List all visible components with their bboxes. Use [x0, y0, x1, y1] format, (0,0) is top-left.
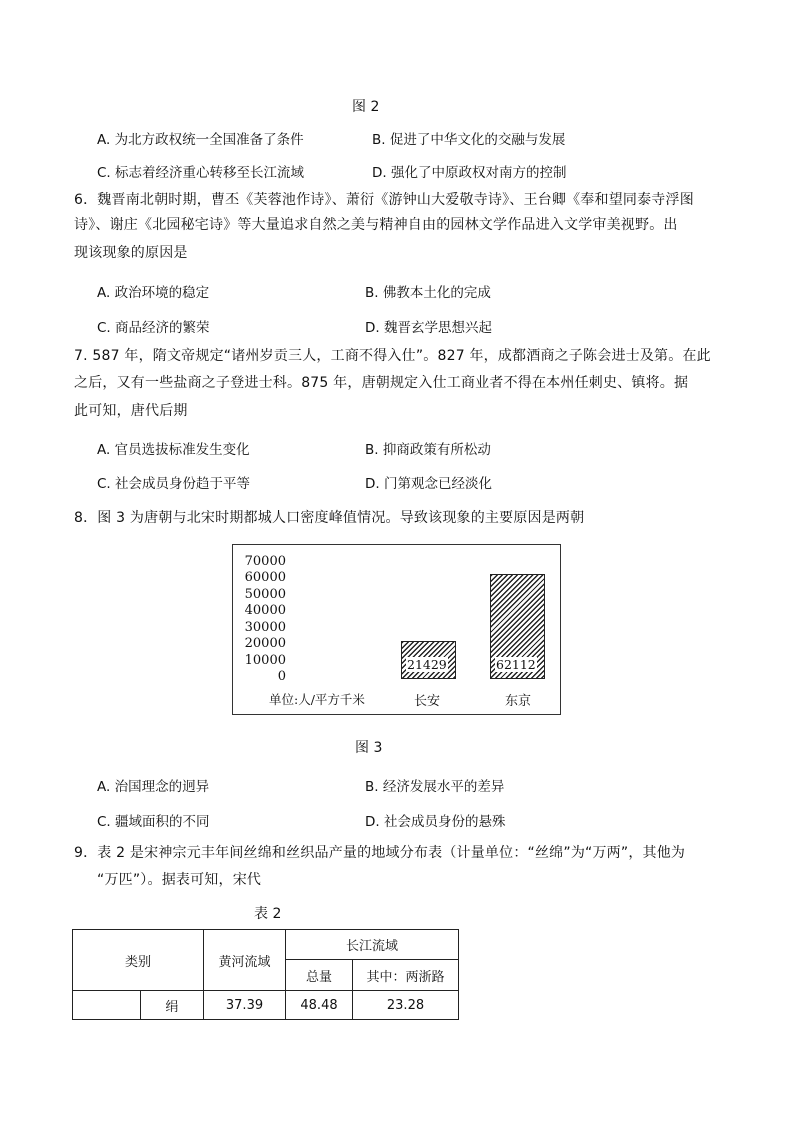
q6-option-b: B. 佛教本土化的完成	[365, 285, 491, 301]
category-label-changan: 长安	[414, 694, 441, 709]
q9-line-2: “万匹”）。据表可知，宋代	[97, 872, 262, 888]
q7-line-1: 7. 587 年，隋文帝规定“诸州岁贡三人，工商不得入仕”。827 年，成都酒商之子陈会进士及第。在此	[74, 348, 711, 364]
row-subcategory: 绢	[141, 991, 204, 1020]
header-yellow-river: 黄河流域	[204, 930, 286, 991]
header-zhejiang: 其中：两浙路	[353, 960, 459, 991]
q5-option-a: A. 为北方政权统一全国准备了条件	[97, 132, 304, 148]
header-total: 总量	[286, 960, 353, 991]
q7-option-c: C. 社会成员身份趋于平等	[97, 476, 251, 492]
q5-option-c: C. 标志着经济重心转移至长江流域	[97, 165, 305, 181]
unit-label: 单位:人/平方千米	[269, 692, 365, 707]
q6-line-2: 诗》、谢庄《北园秘宅诗》等大量追求自然之美与精神自由的园林文学作品进入文学审美视野。出	[74, 217, 678, 233]
header-category: 类别	[73, 930, 204, 991]
y-tick-label: 40000	[244, 603, 286, 618]
row-group-cell	[73, 991, 141, 1020]
bar-data-label: 21429	[407, 657, 447, 672]
q8-option-c: C. 疆域面积的不同	[97, 814, 210, 830]
figure-3-chart	[232, 544, 561, 715]
figure-2-caption: 图 2	[352, 99, 380, 115]
q5-option-b: B. 促进了中华文化的交融与发展	[372, 132, 566, 148]
q7-line-2: 之后，又有一些盐商之子登进士科。875 年，唐朝规定入仕工商业者不得在本州任刺史、镇将。据	[74, 375, 689, 391]
category-label-dongjing: 东京	[505, 694, 532, 709]
cell-total: 48.48	[286, 991, 353, 1020]
header-yangtze-river: 长江流域	[286, 930, 459, 960]
q7-option-a: A. 官员选拔标准发生变化	[97, 442, 250, 458]
y-tick-label: 70000	[244, 554, 286, 569]
y-tick-label: 20000	[244, 636, 286, 651]
y-tick-label: 60000	[244, 570, 286, 585]
table-2-caption: 表 2	[254, 906, 282, 922]
cell-yellow: 37.39	[204, 991, 286, 1020]
cell-zhejiang: 23.28	[353, 991, 459, 1020]
q6-line-1: 6．魏晋南北朝时期，曹丕《芙蓉池作诗》、萧衍《游钟山大爱敬寺诗》、王台卿《奉和望同泰寺浮图	[74, 192, 694, 208]
q6-option-a: A. 政治环境的稳定	[97, 285, 210, 301]
q7-option-b: B. 抑商政策有所松动	[365, 442, 491, 458]
q8-line-1: 8．图 3 为唐朝与北宋时期都城人口密度峰值情况。导致该现象的主要原因是两朝	[74, 510, 585, 526]
q8-option-a: A. 治国理念的迥异	[97, 779, 210, 795]
y-tick-label: 10000	[244, 653, 286, 668]
bar-data-label: 62112	[496, 657, 536, 672]
q6-option-d: D. 魏晋玄学思想兴起	[365, 320, 492, 336]
y-tick-label: 0	[277, 669, 286, 684]
table-row	[73, 991, 459, 1020]
q9-line-1: 9．表 2 是宋神宗元丰年间丝绵和丝织品产量的地域分布表（计量单位：“丝绵”为“万两”，其他为	[74, 845, 686, 861]
q8-option-d: D. 社会成员身份的悬殊	[365, 814, 506, 830]
y-tick-label: 30000	[244, 620, 286, 635]
q7-option-d: D. 门第观念已经淡化	[365, 476, 492, 492]
table-2	[72, 929, 459, 1020]
q7-line-3: 此可知，唐代后期	[74, 403, 188, 419]
q8-option-b: B. 经济发展水平的差异	[365, 779, 505, 795]
figure-3-caption: 图 3	[355, 740, 383, 756]
y-tick-label: 50000	[244, 587, 286, 602]
q5-option-d: D. 强化了中原政权对南方的控制	[372, 165, 567, 181]
q6-option-c: C. 商品经济的繁荣	[97, 320, 210, 336]
q6-line-3: 现该现象的原因是	[74, 245, 188, 261]
